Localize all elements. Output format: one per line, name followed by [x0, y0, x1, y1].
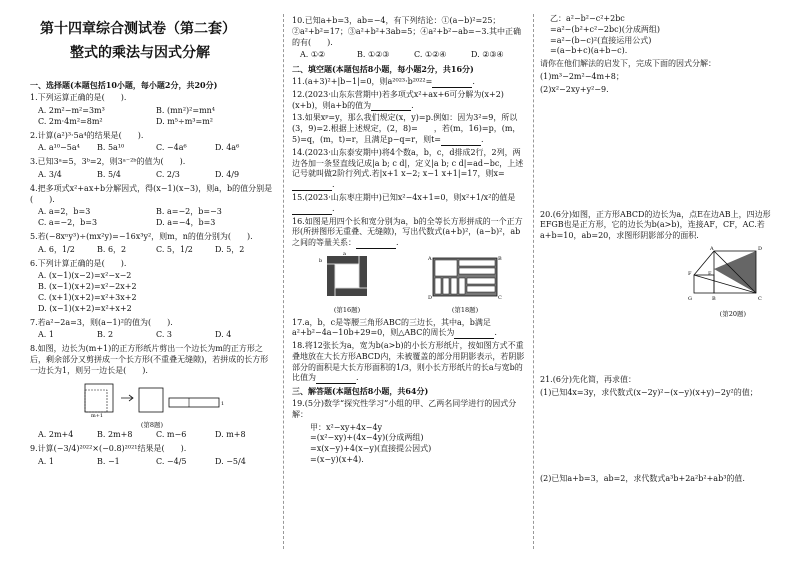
section-heading: 二、填空题(本题包括8小题，每小题2分，共16分) — [292, 64, 474, 75]
answer-blank[interactable] — [454, 330, 494, 339]
option: D. ②③④ — [471, 50, 504, 60]
option: C. −4a⁶ — [156, 143, 187, 153]
question-19-sub1: (1)m³−2m²−4m+8； — [540, 71, 624, 81]
question-20: 20.(6分)如图，正方形ABCD的边长为a，点E在边AB上，四边形EFGB也是正方形，它的边长为b(a>b)，连接AF，CF，AC.若a+b=10，ab=20，求图形阴影部分的面积. — [540, 209, 771, 241]
figure-18-diagram — [425, 252, 505, 302]
figure-20-label: E — [708, 270, 712, 277]
answer-blank[interactable] — [371, 102, 411, 111]
question-21: 21.(6分)先化简，再求值： — [540, 374, 637, 384]
figure-16-label: b — [319, 257, 323, 264]
option: B. 2m+8 — [97, 430, 133, 440]
work-line: =(x²−xy)+(4x−4y)(分成两组) — [310, 433, 424, 443]
question-15-text: 15.(2023·山东枣庄期中)已知x²−4x+1=0，则x²+1/x²的值是 — [292, 192, 516, 202]
option: C. ①②④ — [414, 50, 447, 60]
figure-20-label: D — [758, 245, 763, 252]
question-7-options — [38, 330, 274, 341]
answer-blank[interactable] — [292, 206, 332, 215]
option: D. 4 — [215, 330, 232, 340]
answer-blank[interactable] — [316, 375, 356, 384]
figure-8-label: 1 — [221, 400, 225, 407]
figure-8 — [30, 380, 274, 418]
question-5-options — [38, 245, 274, 256]
option: A. 3/4 — [38, 169, 62, 179]
question-16: 16.如图是用四个长和宽分别为a，b的全等长方形拼成的一个正方形(所拼图形无重叠、无缝隙)，写出代数式(a+b)²，(a−b)²，ab之间的等量关系： . — [292, 216, 523, 248]
option: C. (x+1)(x+2)=x²+3x+2 — [38, 292, 137, 302]
exam-subtitle: 整式的乘法与因式分解 — [70, 45, 210, 62]
question-21-sub2: (2)已知a+b=3，ab=2，求代数式a³b+2a²b²+ab³的值. — [540, 474, 745, 484]
question-18: 18.将12张长为a，宽为b(a>b)的小长方形纸片，按如图方式不重叠地放在大长方形ABCD内，未被覆盖的部分用阴影表示，若阴影部分的面积是大长方形面积的1/3，则小长方形纸片的长a与宽b的比值为 . — [292, 341, 525, 383]
figure-20-label: B — [712, 295, 716, 302]
question-10-options — [300, 50, 528, 61]
q19-jia-work — [310, 423, 528, 466]
column-2 — [292, 14, 528, 466]
question-14-text: 14.(2023·山东泰安期中)将4个数a，b，c，d排成2行，2列，两边各加一条竖直线记成|a b; c d|，定义|a b; c d|=ad−bc，上述记号就叫做2阶行列式.若|x+1 x−2; x−1 x+1|=17，则x= — [292, 147, 524, 179]
question-2: 2.计算(a²)³·5a⁴的结果是( ). — [30, 130, 144, 140]
option: B. 6，2 — [97, 244, 127, 254]
answer-space[interactable] — [540, 400, 776, 472]
figure-8-caption: (第8题) — [140, 420, 164, 429]
answer-space[interactable] — [540, 319, 776, 373]
question-13-text: 13.如果xᵖ=y，那么我们规定(x，y)=p.例如：因为3²=9，所以(3，9)=2.根据上述规定，(2，8)= ，若(m，16)=p，(m，5)=q，(m，t)=r，且满足p−q=r，则t= — [292, 113, 521, 144]
work-line: 乙：a²−b²−c²+2bc — [550, 14, 625, 23]
option: C. m−6 — [156, 430, 187, 440]
question-21-sub1: (1)已知4x=3y，求代数式(x−2y)²−(x−y)(x+y)−2y²的值； — [540, 387, 758, 397]
q19-yi-work — [550, 14, 776, 57]
figure-8-label: m+1 — [91, 412, 104, 418]
work-line: =x(x−y)+4(x−y)(直接提公因式) — [310, 444, 432, 454]
section-heading: 一、选择题(本题包括10小题，每小题2分，共20分) — [30, 80, 218, 91]
figure-18-label: D — [428, 294, 433, 301]
option: B. (x−1)(x+2)=x²−2x+2 — [38, 282, 137, 292]
question-1: 1.下列运算正确的是( ). — [30, 93, 127, 103]
work-line: 甲：x²−xy+4x−4y — [310, 422, 383, 432]
figure-18-label: C — [498, 294, 502, 301]
figure-16-caption: (第16题) — [333, 305, 361, 314]
column-1 — [30, 20, 274, 471]
figure-16-label: a — [343, 251, 346, 257]
option: B. 5/4 — [97, 169, 121, 179]
figure-20-label: G — [688, 295, 692, 302]
option: B. a=−2，b=−3 — [156, 207, 222, 217]
question-3: 3.已知3ᵃ=5，3ᵇ=2，则3ᵃ⁻²ᵇ的值为( ). — [30, 157, 186, 167]
question-9: 9.计算(−3/4)²⁰²²×(−0.8)²⁰²¹结果是( ). — [30, 444, 187, 454]
option: A. a=2，b=3 — [38, 207, 91, 217]
option: D. a=−4，b=3 — [156, 218, 216, 228]
figure-18 — [425, 252, 505, 315]
question-3-options — [38, 170, 274, 181]
question-11: 11.(a+3)²+|b−1|=0，则a²⁰²³·b²⁰²²= . — [292, 76, 475, 86]
question-12: 12.(2023·山东东营期中)若多项式x²+ax+6可分解为(x+2)(x+b)，则a+b的值为 . — [292, 89, 504, 110]
question-6: 6.下列计算正确的是( ). — [30, 258, 127, 268]
question-5: 5.若(−8xⁿy³)÷(mx²y)=−16x³y²，则m，n的值分别为( ). — [30, 231, 253, 241]
figure-18-label: A — [428, 255, 432, 262]
option: A. 2m+4 — [38, 430, 74, 440]
option: D. −5/4 — [215, 456, 246, 466]
option: C. 2m·4m²=8m² — [38, 116, 103, 126]
option: A. 6，1/2 — [38, 244, 75, 254]
question-19-sub2: (2)x²−2xy+y²−9. — [540, 84, 609, 94]
figure-20-label: A — [710, 245, 714, 252]
figure-20-caption: (第20题) — [719, 309, 746, 318]
question-19: 19.(5分)数学“探究性学习”小组的甲、乙两名同学进行的因式分解： — [292, 399, 517, 419]
question-8: 8.如图，边长为(m+1)的正方形纸片剪出一个边长为m的正方形之后，剩余部分又剪拼成一个长方形(不重叠无缝隙)，若拼成的长方形一边长为1，则另一边长是( ). — [30, 344, 269, 375]
column-divider — [283, 14, 284, 549]
question-7: 7.若a²−2a=3，则(a−1)²的值为( ). — [30, 317, 173, 327]
option: D. 5，2 — [215, 244, 245, 254]
option: A. 2m²−m²=3m³ — [38, 105, 105, 115]
option: B. 2 — [97, 330, 114, 340]
option: C. −4/5 — [156, 456, 187, 466]
option: B. −1 — [97, 456, 120, 466]
figure-16 — [315, 252, 379, 315]
question-4: 4.把多项式x²+ax+b分解因式，得(x−1)(x−3)，则a，b的值分别是( ). — [30, 183, 273, 204]
figure-20-label: C — [758, 295, 762, 302]
figure-8-diagram — [77, 380, 227, 418]
answer-blank[interactable] — [356, 240, 396, 249]
answer-blank[interactable] — [292, 182, 332, 191]
work-line: =a²−(b−c)²(直接运用公式) — [550, 35, 652, 45]
question-6-options — [38, 271, 274, 314]
option: A. a¹⁰−5a⁴ — [38, 143, 80, 153]
question-2-options — [38, 143, 274, 154]
option: C. 2/3 — [156, 169, 180, 179]
question-9-options — [38, 457, 274, 468]
question-10: 10.已知a+b=3，ab=−4，有下列结论：①(a−b)²=25；②a²+b²=17；③a²+b²+3ab=5；④a²+b²−ab=−3.其中正确的有( ). — [292, 16, 522, 47]
option: B. ①②③ — [357, 50, 390, 60]
work-line: =(x−y)(x+4). — [310, 455, 364, 465]
option: A. 1 — [38, 330, 54, 340]
figure-20 — [540, 245, 766, 307]
option: A. 1 — [38, 456, 54, 466]
figure-20-label: F — [688, 270, 692, 277]
column-3 — [540, 14, 776, 487]
figure-20-diagram — [682, 245, 766, 307]
question-19-task: 请你在他们解法的启发下，完成下面的因式分解： — [540, 59, 716, 69]
column-divider — [533, 14, 534, 549]
figure-16-diagram — [315, 252, 379, 302]
figure-18-label: B — [498, 255, 502, 262]
question-18-text: 18.将12张长为a，宽为b(a>b)的小长方形纸片，按如图方式不重叠地放在大长方形ABCD内，未被覆盖的部分用阴影表示，若阴影部分的面积是大长方形面积的1/3，则小长方形纸片的长a与宽b的比值为 — [292, 341, 525, 383]
option: D. 4a⁶ — [215, 143, 240, 153]
option: D. 4/9 — [215, 169, 240, 179]
option: C. 3 — [156, 330, 173, 340]
option: C. 5，1/2 — [156, 244, 193, 254]
question-14: 14.(2023·山东泰安期中)将4个数a，b，c，d排成2行，2列，两边各加一条竖直线记成|a b; c d|，定义|a b; c d|=ad−bc，上述记号就叫做2阶行列式.若|x+1 x−2; x−1 x+1|=17，则x=. — [292, 147, 524, 190]
option: D. (x−1)(x+2)=x²+x+2 — [38, 303, 132, 313]
figure-18-caption: (第18题) — [451, 305, 479, 314]
question-16-text: 16.如图是用四个长和宽分别为a，b的全等长方形拼成的一个正方形(所拼图形无重叠、无缝隙)，写出代数式(a+b)²，(a−b)²，ab之间的等量关系： — [292, 216, 523, 248]
figures-16-18 — [292, 252, 528, 315]
section-heading: 三、解答题(本题包括8小题，共64分) — [292, 386, 429, 397]
question-8-options — [38, 430, 274, 441]
option: A. (x−1)(x−2)=x²−x−2 — [38, 271, 132, 281]
exam-title: 第十四章综合测试卷（第二套） — [40, 21, 236, 37]
question-17: 17.a，b，c是等腰三角形ABC的三边长，其中a，b满足a²+b²−4a−10b+29=0，则△ABC的周长为 . — [292, 317, 497, 338]
answer-space[interactable] — [540, 98, 776, 208]
answer-blank[interactable] — [432, 79, 472, 88]
option: C. a=−2，b=3 — [38, 218, 98, 228]
question-17-text: 17.a，b，c是等腰三角形ABC的三边长，其中a，b满足a²+b²−4a−10b+29=0，则△ABC的周长为 — [292, 317, 491, 338]
work-line: =a²−(b²+c²−2bc)(分成两组) — [550, 24, 660, 34]
work-line: =(a−b+c)(a+b−c). — [550, 46, 628, 56]
question-4-options — [38, 207, 274, 229]
option: D. m+8 — [215, 430, 246, 440]
answer-blank[interactable] — [441, 137, 481, 146]
question-1-options — [38, 106, 274, 128]
question-13: 13.如果xᵖ=y，那么我们规定(x，y)=p.例如：因为3²=9，所以(3，9)=2.根据上述规定，(2，8)= ，若(m，16)=p，(m，5)=q，(m，t)=r，且满足p−q=r，则t= . — [292, 113, 521, 144]
question-15: 15.(2023·山东枣庄期中)已知x²−4x+1=0，则x²+1/x²的值是. — [292, 192, 516, 213]
option: A. ①② — [300, 50, 326, 60]
question-11-text: 11.(a+3)²+|b−1|=0，则a²⁰²³·b²⁰²²= — [292, 76, 433, 86]
option: B. 5a¹⁰ — [97, 143, 125, 153]
question-12-text: 12.(2023·山东东营期中)若多项式x²+ax+6可分解为(x+2)(x+b)，则a+b的值为 — [292, 89, 504, 110]
option: D. m⁵÷m³=m² — [156, 116, 213, 126]
option: B. (mn²)²=mn⁴ — [156, 105, 216, 115]
